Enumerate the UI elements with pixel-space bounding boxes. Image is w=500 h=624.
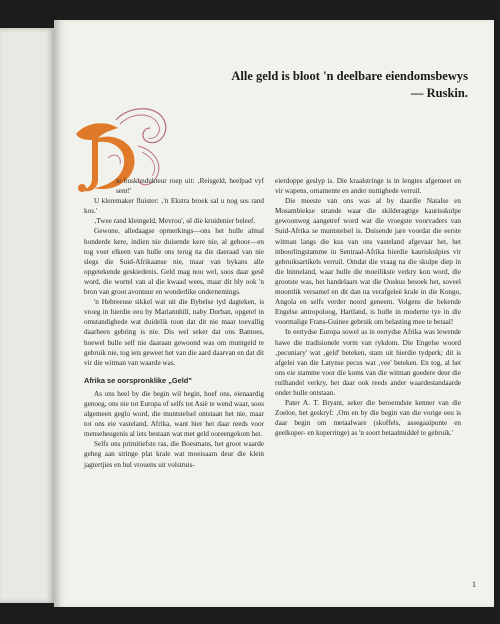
paragraph: Gewone, alledaagse opmerkings—ons het hulle almal honderde kere, indien nie duisende kere nie, al gehoor—en tog voer elkeen van hulle ons terug na die daeraad van nie slegs die Suid-Afrikaanse nie, maar van bykans alle opgetekende geskiedenis. Geld mag nou wel, soos daar gesê word, die wortel van al die kwaad wees, maar dit bly ook 'n bron van groot avontuur en wonderlike ondernemings. — [84, 227, 264, 297]
paragraph: ‚Twee rand kleingeld, Mevrou', sê die kruidenier beleef. — [94, 217, 256, 226]
page-title — [138, 68, 468, 102]
page — [54, 20, 494, 607]
paragraph: U kleremaker fluister: ‚'n Ekstra broek sal u nog ses rand kos.' — [84, 197, 264, 216]
paragraph: ie buskondukteur roep uit: ‚Reisgeld, heelpad vyf sent!' — [116, 177, 264, 196]
paragraph: 'n Hebreeuse sikkel wat uit die Bybelse tyd dagteken, is vroeg in hierdie eeu by Mariannhill, naby Durban, opgetel in omstandighede wat duidelik toon dat dit nie maar toevallig daarheen gebring is nie. Dis wel seker dat ons Bantoes, hoewel hulle self nie daaraan gewoond was om muntgeld te gebruik nie, tog iets geweet het van die aard daarvan en dat dit vir die witman van waarde was. — [84, 298, 264, 367]
title-attribution: — Ruskin. — [411, 86, 468, 100]
paragraph: eierdoppe geslyp is. Die kraalstringe is in lengtes afgemeet en vir wapens, ornamente en ander nuttighede verruil. — [275, 177, 461, 196]
left-page-edge — [0, 28, 54, 603]
paragraph: As ons heel by die begin wil begin, hoef ons, eienaardig genoeg, ons nie tot Europa of selfs tot Asië te wend waar, soos algemeen geglo word, die muntstelsel ontstaan het nie, maar tot ons eie vasteland, Afrika, want hier het daar reeds voor menseheugenis al iets bestaan wat met geld ooreengekom het. — [84, 389, 264, 439]
section-heading: Afrika se oorspronklike „Geld" — [84, 375, 192, 385]
left-column — [84, 176, 264, 470]
paragraph: Selfs ons primitiefste ras, die Boesmans, het groot waarde geheg aan stringe plat krale wat moeisaam deur die klein jagtertjies en hul vrouens uit volstruis- — [84, 440, 264, 469]
right-column — [275, 176, 461, 438]
paragraph: In eertydse Europa sowel as in eertydse Afrika was lewende hawe die tradisionele vorm van rykdom. Die Engelse woord ‚pecuniary' wat ‚geld' beteken, stam uit hierdie tydperk; dit is afgelei van die Latynse pecus wat ‚vee' beteken. En tog, al het ons eie stamme voor die koms van die witman goedere deur die ruilhandel verkry, het daar ook reeds ander waardestandaarde onder hulle ontstaan. — [275, 328, 461, 397]
title-quote: Alle geld is bloot 'n deelbare eiendomsbewys — [231, 69, 468, 83]
paragraph: Pater A. T. Bryant, seker die beroemdste kenner van die Zoeloe, het geskryf: ‚Om en by die begin van die vorige eeu is daar begin om metaalware (skoffels, assegaaipunte en geelkoper- en koperringe) as 'n soort betaalmiddel te gebruik.' — [275, 399, 461, 438]
paragraph: Die meeste van ons was al by daardie Natalse en Mosambiekse strande waar die skilderagtige kaurisskulpe gewoonweg aangetref word wat die vroegste voorvaders van Suid-Afrika se muntstelsel is. Duisende jare voordat die eerste witman langs die kus van ons vasteland afgevaar het, het inboorlingstamme in Sentraal-Afrika hierdie kauriskulpies vir gebruiksartikels verruil. Omdat die vraag na die skulpe diep in die binneland, waar hulle die moeilikste verkry kon word, die grootste was, het handelaars wat die Ooskus besoek het, soveel moontlik versamel en dit dan na verafgeleë krale in die Kongo, Angola en selfs verder noord geneem. Volgens die bekende Engelse antropoloog, Hartland, is hulle in moderne tye in die voormalige Frans-Guinee gebruik om belasting mee te betaal! — [275, 197, 461, 327]
page-number: 1 — [472, 580, 476, 589]
